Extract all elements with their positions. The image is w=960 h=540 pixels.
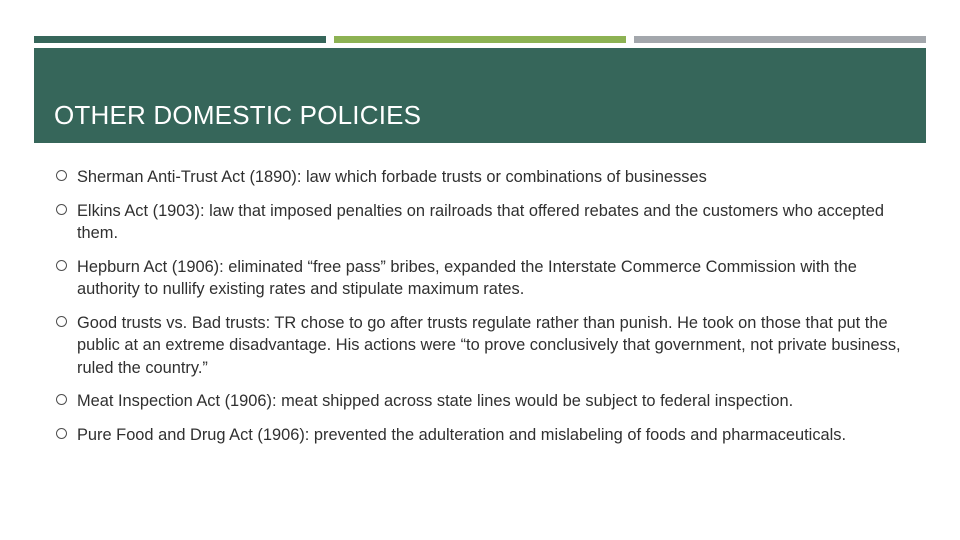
bullet-item <box>56 424 918 447</box>
accent-bar-dark-green <box>34 36 326 43</box>
bullet-item <box>56 390 918 413</box>
bullet-text: Hepburn Act (1906): eliminated “free pass” bribes, expanded the Interstate Commerce Commission with the authority to nullify existing rates and stipulate maximum rates. <box>77 257 857 298</box>
title-band <box>34 48 926 143</box>
bullet-text: Sherman Anti-Trust Act (1890): law which forbade trusts or combinations of businesses <box>77 168 707 186</box>
bullet-item <box>56 312 918 380</box>
bullet-text: Pure Food and Drug Act (1906): prevented the adulteration and mislabeling of foods and pharmaceuticals. <box>77 425 847 444</box>
bullet-text: Meat Inspection Act (1906): meat shipped across state lines would be subject to federal inspection. <box>77 392 794 410</box>
circle-bullet-icon <box>56 428 67 439</box>
bullet-item <box>56 166 918 189</box>
circle-bullet-icon <box>56 316 67 327</box>
bullet-text: Elkins Act (1903): law that imposed penalties on railroads that offered rebates and the customers who accepted them. <box>77 201 884 242</box>
circle-bullet-icon <box>56 394 67 405</box>
slide-title: OTHER DOMESTIC POLICIES <box>54 100 422 130</box>
circle-bullet-icon <box>56 260 67 271</box>
bullet-item <box>56 256 918 301</box>
accent-bar-light-green <box>334 36 626 43</box>
accent-bar-gray <box>634 36 926 43</box>
bullet-list <box>56 166 918 446</box>
bullet-text: Good trusts vs. Bad trusts: TR chose to go after trusts regulate rather than punish. He took on those that put the public at an extreme disadvantage. His actions were “to prove conclusively that government, not private business, ruled the country.” <box>77 313 901 377</box>
bullet-item <box>56 200 918 245</box>
circle-bullet-icon <box>56 204 67 215</box>
circle-bullet-icon <box>56 170 67 181</box>
